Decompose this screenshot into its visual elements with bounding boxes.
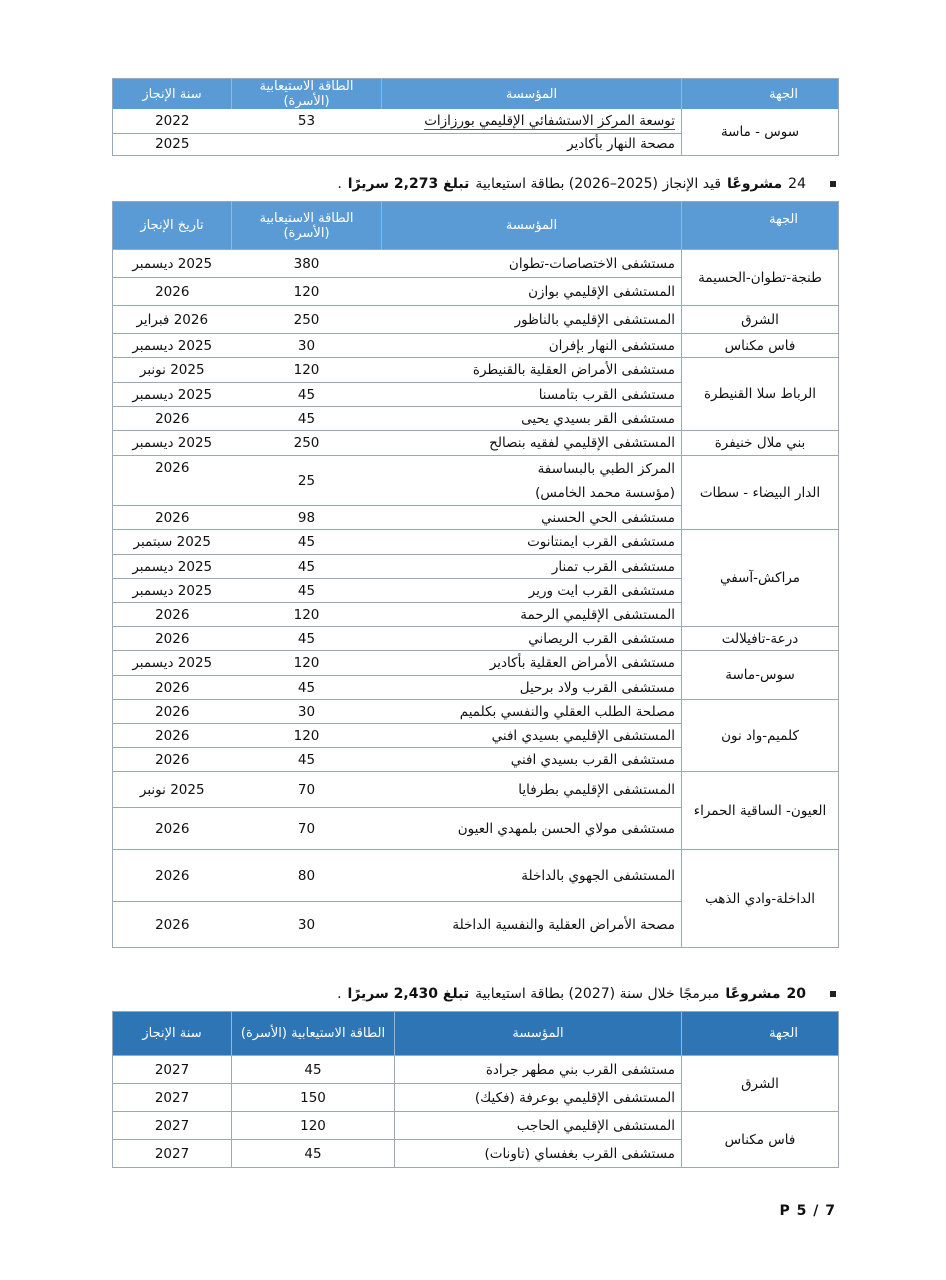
cell-date: 2025 نونبر — [113, 772, 232, 808]
cell-institution: مستشفى القرب ولاد برحيل — [382, 676, 682, 700]
section-heading-in-progress — [337, 176, 836, 192]
cell-date: 2027 — [113, 1056, 232, 1084]
cell-capacity: 45 — [232, 1140, 395, 1168]
header-capacity: الطاقة الاستيعابية (الأسرة) — [232, 202, 382, 250]
cell-region: الرباط سلا القنيطرة — [682, 358, 839, 431]
cell-region: سوس-ماسة — [682, 651, 839, 700]
cell-date: 2026 — [113, 748, 232, 772]
cell-institution: المستشفى الإقليمي بالناظور — [382, 306, 682, 334]
cell-date: 2027 — [113, 1112, 232, 1140]
table-header-row — [113, 79, 839, 110]
cell-institution — [382, 456, 682, 506]
cell-institution: مستشفى الأمراض العقلية بالقنيطرة — [382, 358, 682, 383]
table-row — [113, 850, 839, 902]
section-text: مبرمجًا خلال سنة (2027) بطاقة استيعابية — [475, 986, 720, 1002]
cell-date: 2026 — [113, 902, 232, 948]
cell-capacity: 30 — [232, 700, 382, 724]
project-count: 20 — [786, 986, 806, 1002]
cell-region: فاس مكناس — [682, 334, 839, 358]
cell-institution: مستشفى القرب بني مطهر جرادة — [395, 1056, 682, 1084]
table-row — [113, 334, 839, 358]
cell-institution: مستشفى النهار بإفران — [382, 334, 682, 358]
table-row — [113, 431, 839, 456]
cell-capacity: 80 — [232, 850, 382, 902]
capacity-total: تبلغ 2,430 سريرًا — [347, 986, 470, 1002]
cell-institution: المستشفى الإقليمي بوعرفة (فكيك) — [395, 1084, 682, 1112]
cell-institution: المستشفى الجهوي بالداخلة — [382, 850, 682, 902]
cell-institution: توسعة المركز الاستشفائي الإقليمي بورزازات — [424, 112, 675, 129]
cell-date: 2025 ديسمبر — [113, 431, 232, 456]
cell-date: 2026 — [113, 627, 232, 651]
capacity-total: تبلغ 2,273 سريرًا — [347, 176, 470, 192]
cell-capacity: 70 — [232, 772, 382, 808]
cell-institution: مستشفى الاختصاصات-تطوان — [382, 250, 682, 278]
cell-date: 2027 — [113, 1084, 232, 1112]
cell-capacity: 120 — [232, 724, 382, 748]
header-year: سنة الإنجاز — [113, 1012, 232, 1056]
cell-institution: المستشفى الإقليمي الرحمة — [382, 603, 682, 627]
cell-institution: مستشفى مولاي الحسن بلمهدي العيون — [382, 808, 682, 850]
cell-institution: المستشفى الإقليمي بسيدي افني — [382, 724, 682, 748]
header-institution: المؤسسة — [382, 202, 682, 250]
header-institution: المؤسسة — [395, 1012, 682, 1056]
cell-region: فاس مكناس — [682, 1112, 839, 1168]
cell-institution: المستشفى الإقليمي بوازن — [382, 278, 682, 306]
table-row — [113, 109, 839, 133]
table-planned-projects — [112, 1011, 839, 1168]
section-heading-planned — [337, 986, 836, 1002]
header-year: سنة الإنجاز — [113, 79, 232, 110]
cell-capacity: 45 — [232, 748, 382, 772]
header-region: الجهة — [682, 202, 839, 250]
bullet-square-icon — [830, 991, 836, 997]
projects-word: مشروعًا — [727, 176, 783, 192]
table-row — [113, 627, 839, 651]
cell-capacity: 150 — [232, 1084, 395, 1112]
period: . — [337, 986, 342, 1002]
cell-capacity: 70 — [232, 808, 382, 850]
cell-institution: مصحة النهار بأكادير — [382, 133, 682, 155]
cell-date: 2025 ديسمبر — [113, 651, 232, 676]
cell-capacity: 45 — [232, 383, 382, 407]
table-row — [113, 456, 839, 506]
period: . — [337, 176, 342, 192]
cell-institution: مستشفى القرب بسيدي افني — [382, 748, 682, 772]
cell-date: 2026 — [113, 456, 232, 506]
cell-date: 2026 — [113, 808, 232, 850]
project-count: 24 — [788, 176, 806, 192]
cell-date: 2026 — [113, 506, 232, 530]
cell-institution: مستشفى القر بسيدي يحيى — [382, 407, 682, 431]
cell-date: 2026 — [113, 278, 232, 306]
cell-date: 2025 ديسمبر — [113, 334, 232, 358]
table-row — [113, 530, 839, 555]
projects-word: مشروعًا — [725, 986, 781, 1002]
table-row — [113, 651, 839, 676]
cell-institution: المستشفى الإقليمي الحاجب — [395, 1112, 682, 1140]
cell-region: سوس - ماسة — [682, 109, 839, 155]
cell-capacity: 98 — [232, 506, 382, 530]
cell-institution: مستشفى القرب بغفساي (تاونات) — [395, 1140, 682, 1168]
cell-region: الشرق — [682, 1056, 839, 1112]
cell-region: الداخلة-وادي الذهب — [682, 850, 839, 948]
cell-date: 2026 — [113, 700, 232, 724]
cell-institution: المستشفى الإقليمي بطرفايا — [382, 772, 682, 808]
cell-date: 2026 — [113, 850, 232, 902]
header-institution: المؤسسة — [382, 79, 682, 110]
cell-institution: مصحة الأمراض العقلية والنفسية الداخلة — [382, 902, 682, 948]
cell-institution: مستشفى القرب الريصاني — [382, 627, 682, 651]
cell-capacity: 45 — [232, 579, 382, 603]
cell-region: درعة-تافيلالت — [682, 627, 839, 651]
cell-institution: المستشفى الإقليمي لفقيه بنصالح — [382, 431, 682, 456]
table-row — [113, 1056, 839, 1084]
cell-date: 2026 — [113, 724, 232, 748]
table-row — [113, 772, 839, 808]
cell-date: 2026 — [113, 603, 232, 627]
table-row — [113, 1112, 839, 1140]
cell-capacity: 120 — [232, 651, 382, 676]
cell-date: 2025 ديسمبر — [113, 383, 232, 407]
page-number: P 5 / 7 — [779, 1203, 836, 1219]
table-header-row — [113, 202, 839, 250]
table-in-progress-projects — [112, 201, 839, 948]
cell-region: بني ملال خنيفرة — [682, 431, 839, 456]
cell-capacity: 25 — [232, 456, 382, 506]
cell-institution: مستشفى الحي الحسني — [382, 506, 682, 530]
cell-capacity — [232, 133, 382, 155]
cell-capacity: 120 — [232, 358, 382, 383]
cell-date: 2025 سبتمبر — [113, 530, 232, 555]
header-region: الجهة — [682, 1012, 839, 1056]
cell-year: 2025 — [113, 133, 232, 155]
cell-date: 2027 — [113, 1140, 232, 1168]
cell-institution: مستشفى القرب بتامسنا — [382, 383, 682, 407]
cell-date: 2025 ديسمبر — [113, 555, 232, 579]
cell-capacity: 380 — [232, 250, 382, 278]
cell-date: 2026 — [113, 407, 232, 431]
cell-capacity: 45 — [232, 407, 382, 431]
cell-capacity: 45 — [232, 676, 382, 700]
cell-region: العيون- الساقية الحمراء — [682, 772, 839, 850]
cell-institution: مستشفى القرب تمنار — [382, 555, 682, 579]
table-row — [113, 306, 839, 334]
cell-institution: مستشفى القرب ايمنتانوت — [382, 530, 682, 555]
cell-region: مراكش-آسفي — [682, 530, 839, 627]
cell-capacity: 45 — [232, 530, 382, 555]
bullet-square-icon — [830, 181, 836, 187]
header-capacity: الطاقة الاستيعابية (الأسرة) — [232, 1012, 395, 1056]
cell-date: 2025 نونبر — [113, 358, 232, 383]
cell-year: 2022 — [155, 112, 190, 129]
cell-capacity: 120 — [232, 1112, 395, 1140]
cell-institution: مستشفى الأمراض العقلية بأكادير — [382, 651, 682, 676]
institution-line: (مؤسسة محمد الخامس) — [535, 484, 675, 501]
cell-capacity: 45 — [232, 627, 382, 651]
cell-region: الدار البيضاء - سطات — [682, 456, 839, 530]
cell-region: طنجة-تطوان-الحسيمة — [682, 250, 839, 306]
cell-capacity: 120 — [232, 278, 382, 306]
cell-capacity: 120 — [232, 603, 382, 627]
cell-capacity: 30 — [232, 334, 382, 358]
table-row — [113, 700, 839, 724]
table-row — [113, 250, 839, 278]
header-region: الجهة — [682, 79, 839, 110]
cell-date: 2026 فبراير — [113, 306, 232, 334]
header-capacity: الطاقة الاستيعابية (الأسرة) — [232, 79, 382, 110]
section-text: قيد الإنجاز (2025–2026) بطاقة استيعابية — [475, 176, 722, 192]
cell-capacity: 30 — [232, 902, 382, 948]
header-date: تاريخ الإنجاز — [113, 202, 232, 250]
table-row — [113, 358, 839, 383]
cell-region: كلميم-واد نون — [682, 700, 839, 772]
cell-date: 2025 ديسمبر — [113, 579, 232, 603]
cell-capacity: 45 — [232, 555, 382, 579]
cell-date: 2026 — [113, 676, 232, 700]
cell-capacity: 53 — [297, 112, 316, 129]
table-header-row — [113, 1012, 839, 1056]
table-completed-projects — [112, 78, 839, 156]
cell-institution: مصلحة الطلب العقلي والنفسي بكلميم — [382, 700, 682, 724]
institution-line: المركز الطبي بالبساسفة — [537, 460, 675, 477]
cell-institution: مستشفى القرب ايت ورير — [382, 579, 682, 603]
cell-capacity: 250 — [232, 431, 382, 456]
cell-region: الشرق — [682, 306, 839, 334]
cell-date: 2025 ديسمبر — [113, 250, 232, 278]
cell-capacity: 45 — [232, 1056, 395, 1084]
cell-capacity: 250 — [232, 306, 382, 334]
